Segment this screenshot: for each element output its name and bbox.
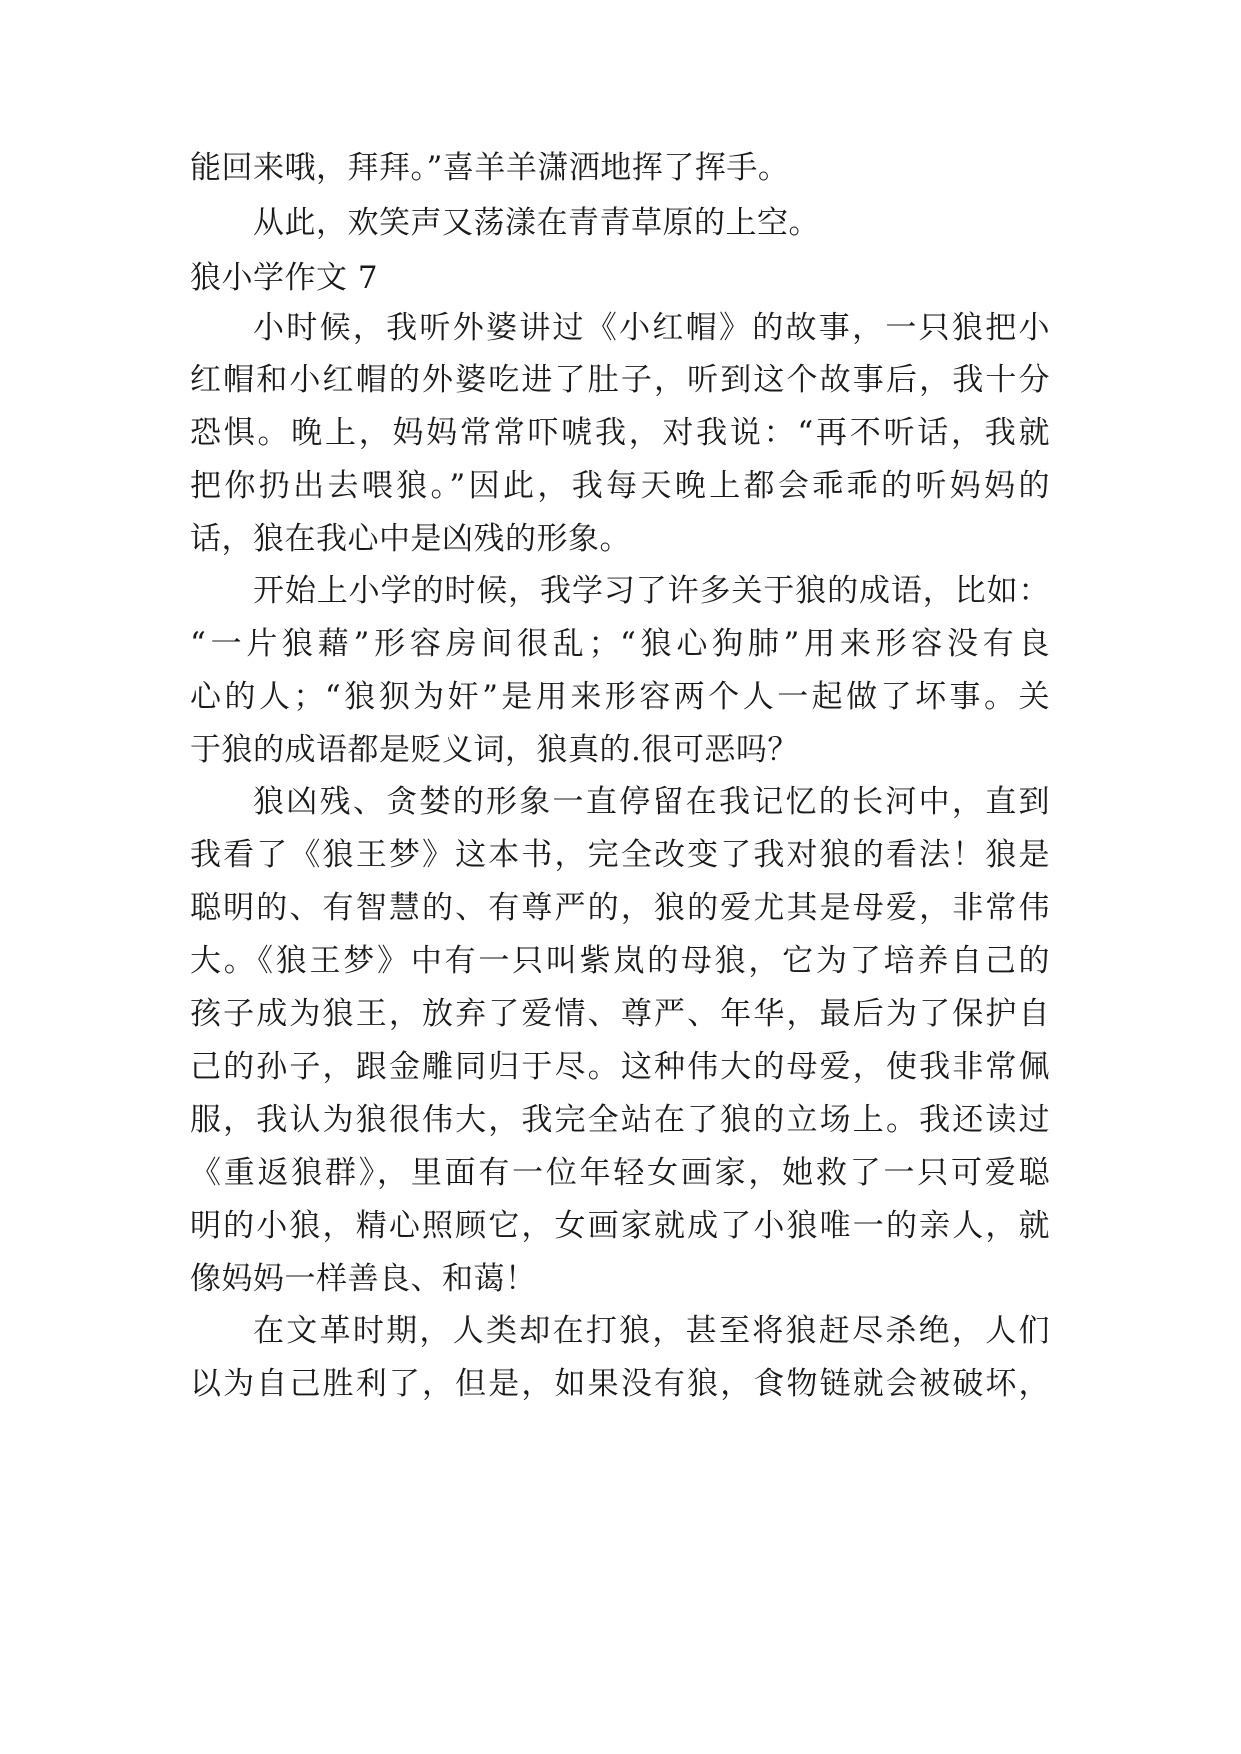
text-line: 能回来哦，拜拜。”喜羊羊潇洒地挥了挥手。 (190, 150, 790, 186)
text-line: 聪明的、有智慧的、有尊严的，狼的爱尤其是母爱，非常伟 (190, 890, 1050, 926)
text-line: 恐惧。晚上，妈妈常常吓唬我，对我说：“再不听话，我就 (190, 415, 1050, 451)
text-line: 红帽和小红帽的外婆吃进了肚子，听到这个故事后，我十分 (190, 362, 1050, 398)
text-line: 于狼的成语都是贬义词，狼真的.很可恶吗？ (190, 732, 799, 768)
text-line: 孩子成为狼王，放弃了爱情、尊严、年华，最后为了保护自 (190, 996, 1050, 1032)
text-line: 心的人；“狼狈为奸”是用来形容两个人一起做了坏事。关 (190, 679, 1050, 715)
text-line: 明的小狼，精心照顾它，女画家就成了小狼唯一的亲人，就 (190, 1208, 1050, 1244)
text-line: 以为自己胜利了，但是，如果没有狼，食物链就会被破坏， (190, 1366, 1050, 1402)
text-line: 在文革时期，人类却在打狼，甚至将狼赶尽杀绝，人们 (253, 1313, 1050, 1349)
text-line: 把你扔出去喂狼。”因此，我每天晚上都会乖乖的听妈妈的 (190, 468, 1050, 504)
text-line: “一片狼藉”形容房间很乱；“狼心狗肺”用来形容没有良 (190, 626, 1050, 662)
text-line: 《重返狼群》，里面有一位年轻女画家，她救了一只可爱聪 (190, 1155, 1050, 1191)
text-line: 狼凶残、贪婪的形象一直停留在我记忆的长河中，直到 (253, 784, 1050, 820)
text-line: 开始上小学的时候，我学习了许多关于狼的成语，比如： (253, 573, 1050, 609)
text-line: 己的孙子，跟金雕同归于尽。这种伟大的母爱，使我非常佩 (190, 1049, 1050, 1085)
text-line: 像妈妈一样善良、和蔼！ (190, 1261, 537, 1297)
section-heading: 狼小学作文 7 (190, 260, 379, 296)
text-line: 服，我认为狼很伟大，我完全站在了狼的立场上。我还读过 (190, 1102, 1050, 1138)
text-line: 话，狼在我心中是凶残的形象。 (190, 521, 631, 557)
text-line: 大。《狼王梦》中有一只叫紫岚的母狼，它为了培养自己的 (190, 943, 1050, 979)
text-line: 小时候，我听外婆讲过《小红帽》的故事，一只狼把小 (253, 310, 1050, 346)
text-line: 我看了《狼王梦》这本书，完全改变了我对狼的看法！狼是 (190, 837, 1050, 873)
text-line: 从此，欢笑声又荡漾在青青草原的上空。 (253, 205, 820, 241)
